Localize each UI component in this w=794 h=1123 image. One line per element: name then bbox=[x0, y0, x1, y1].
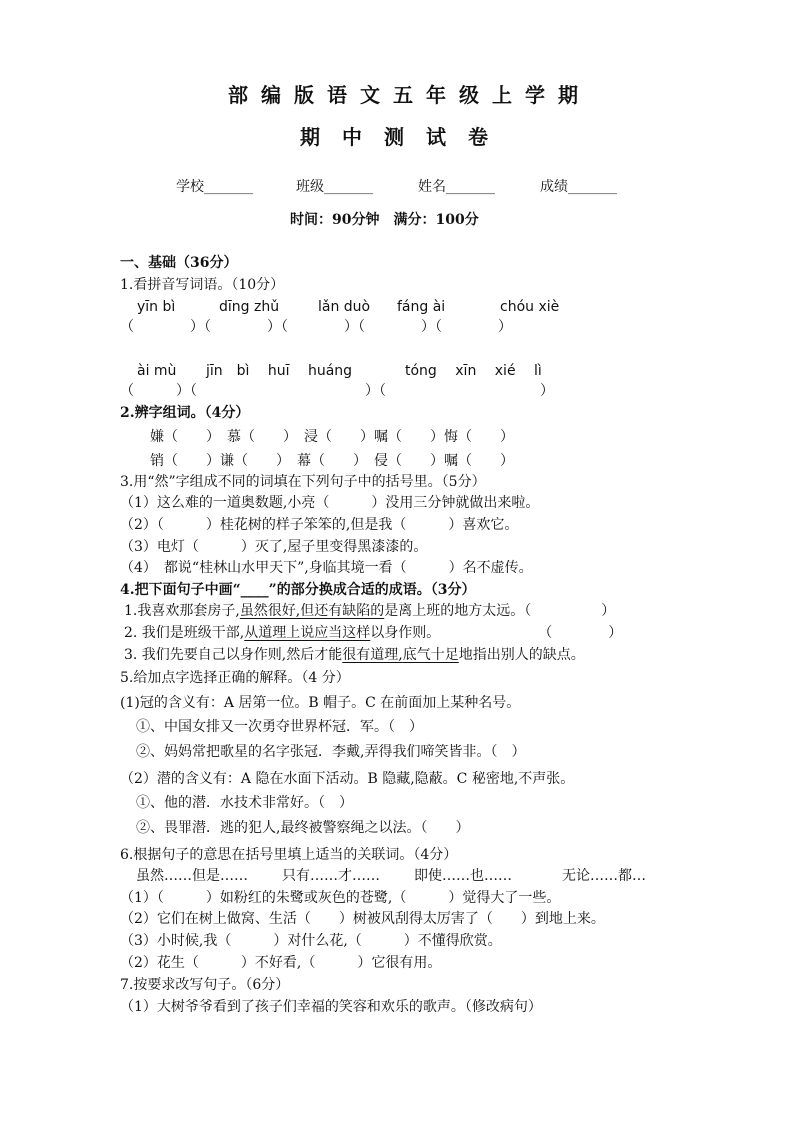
conjunction-option: 无论……都… bbox=[562, 868, 646, 884]
q5-item[interactable]: ①、他的潜．水技术非常好。（ ） bbox=[136, 795, 353, 811]
q7-item[interactable]: （1）大树爷爷看到了孩子们幸福的笑容和欢乐的歌声。（修改病句） bbox=[120, 999, 542, 1015]
underlined-phrase: 从道理上说应当这样 bbox=[244, 625, 371, 641]
sentence-text: 1.我喜欢那套房子, bbox=[124, 603, 240, 619]
pinyin: yīn bì bbox=[137, 299, 176, 315]
q6-item[interactable]: （2）它们在树上做窝、生活（ ）树被风刮得太厉害了（ ）到地上来。 bbox=[120, 911, 605, 927]
pinyin: ài mù bbox=[137, 363, 177, 379]
time-info: 时间：90分钟 满分：100分 bbox=[290, 212, 479, 228]
name-field: 姓名_______ bbox=[418, 179, 495, 195]
q5-item[interactable]: ②、妈妈常把歌星的名字张冠．李戴,弄得我们啼笑皆非。（ ） bbox=[136, 744, 526, 760]
answer-brackets[interactable]: （ ）（ ）（ ）（ ）（ ） bbox=[120, 319, 512, 335]
pinyin: dīng zhǔ bbox=[219, 299, 280, 315]
exam-subtitle: 期中测试卷 bbox=[300, 125, 510, 149]
sentence-text: 地指出别人的缺点。 bbox=[458, 647, 585, 663]
q5-item[interactable]: ②、畏罪潜．逃的犯人,最终被警察绳之以法。（ ） bbox=[136, 820, 470, 836]
score-field: 成绩_______ bbox=[540, 179, 617, 195]
q6-item[interactable]: （1）（ ）如粉红的朱鹭或灰色的苍鹭,（ ）觉得大了一些。 bbox=[120, 890, 561, 906]
q2-row[interactable]: 嫌（ ） 慕（ ） 浸（ ）嘱（ ）悔（ ） bbox=[150, 429, 514, 445]
q6-label: 6.根据句子的意思在括号里填上适当的关联词。（4分） bbox=[120, 847, 458, 863]
q4-sentence-2[interactable] bbox=[124, 624, 622, 642]
q3-item[interactable]: （2）（ ）桂花树的样子笨笨的,但是我（ ）喜欢它。 bbox=[120, 517, 519, 533]
q6-item[interactable]: （3）小时候,我（ ）对什么花,（ ）不懂得欣赏。 bbox=[120, 933, 502, 949]
underlined-phrase: 底气十足 bbox=[402, 647, 459, 663]
pinyin: tóng xīn xié lì bbox=[405, 363, 542, 379]
q3-item[interactable]: （4） 都说“桂林山水甲天下”,身临其境一看（ ）名不虚传。 bbox=[120, 560, 533, 576]
sentence-text: 2. 我们是班级干部, bbox=[124, 625, 245, 641]
conjunction-option: 即使……也…… bbox=[414, 868, 512, 884]
sentence-text: 3. 我们先要自己以身作则,然后才能 bbox=[124, 647, 343, 663]
conjunction-option: 只有……才…… bbox=[282, 868, 380, 884]
pinyin: chóu xiè bbox=[500, 299, 560, 315]
q6-item[interactable]: （2）花生（ ）不好看,（ ）它很有用。 bbox=[120, 955, 442, 971]
q1-label: 1.看拼音写词语。（10分） bbox=[120, 277, 285, 293]
pinyin: lǎn duò bbox=[318, 299, 371, 315]
q5-item[interactable]: ①、中国女排又一次勇夺世界杯冠．军。（ ） bbox=[136, 719, 423, 735]
sentence-text: 是离上班的地方太远。（ ） bbox=[384, 603, 616, 619]
q3-item[interactable]: （3）电灯（ ）灭了,屋子里变得黑漆漆的。 bbox=[120, 539, 428, 555]
q7-label: 7.按要求改写句子。（6分） bbox=[120, 977, 290, 993]
q5-label: 5.给加点字选择正确的解释。（4 分） bbox=[120, 670, 350, 686]
q4-sentence-3[interactable] bbox=[124, 646, 585, 664]
class-field: 班级_______ bbox=[296, 179, 373, 195]
underlined-phrase: 虽然很好,但还有缺陷的 bbox=[239, 603, 385, 619]
q3-label: 3.用“然”字组成不同的词填在下列句子中的括号里。（5分） bbox=[120, 474, 486, 490]
school-field: 学校_______ bbox=[176, 179, 253, 195]
conjunction-option: 虽然……但是…… bbox=[136, 868, 248, 884]
pinyin: jīn bì huī huáng bbox=[206, 363, 353, 379]
underlined-phrase: 很有道理, bbox=[342, 647, 403, 663]
sentence-text: 以身作则。 （ ） bbox=[370, 625, 623, 641]
pinyin: fáng ài bbox=[397, 299, 446, 315]
q2-label: 2.辨字组词。（4分） bbox=[120, 405, 250, 421]
exam-title: 部编版语文五年级上学期 bbox=[228, 83, 591, 107]
q2-row[interactable]: 销（ ）谦（ ） 幕（ ） 侵（ ）嘱（ ） bbox=[150, 453, 514, 469]
q3-item[interactable]: （1）这么难的一道奥数题,小亮（ ）没用三分钟就做出来啦。 bbox=[120, 495, 540, 511]
section-heading: 一、基础（36分） bbox=[120, 255, 238, 271]
q4-label: 4.把下面句子中画“____”的部分换成合适的成语。（3分） bbox=[120, 582, 476, 598]
q5-definition: (1)冠的含义有：A 居第一位。B 帽子。C 在前面加上某种名号。 bbox=[120, 695, 521, 711]
answer-brackets[interactable]: （ ）（ ）（ ） bbox=[120, 383, 554, 399]
q4-sentence-1[interactable] bbox=[124, 602, 615, 620]
q5-definition: （2）潜的含义有：A 隐在水面下活动。B 隐藏,隐蔽。C 秘密地,不声张。 bbox=[120, 771, 575, 787]
